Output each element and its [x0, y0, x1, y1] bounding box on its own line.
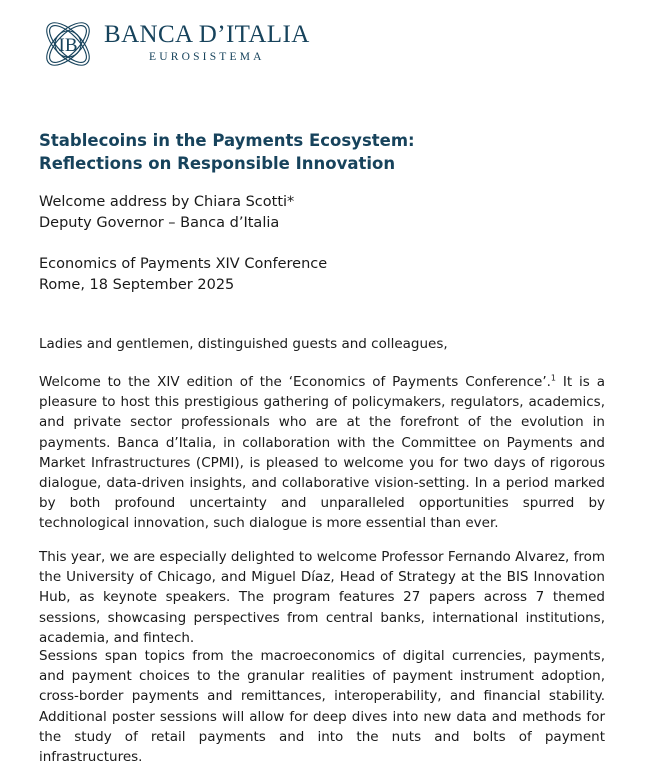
speaker-line: Welcome address by Chiara Scotti* [39, 194, 295, 210]
header-logo [38, 14, 310, 74]
title-line-1: Stablecoins in the Payments Ecosystem: [39, 131, 415, 150]
title-line-2: Reflections on Responsible Innovation [39, 154, 396, 173]
speaker-block [39, 192, 605, 234]
paragraph-1-start: Welcome to the XIV edition of the ‘Economics of Payments Conference’. [39, 374, 551, 390]
paragraph-1 [39, 372, 605, 534]
banca-italia-monogram-icon [38, 14, 98, 74]
institution-name: BANCA D’ITALIA [104, 21, 310, 48]
institution-subtitle: EUROSISTEMA [148, 51, 265, 63]
paragraph-1-rest: It is a pleasure to host this prestigious gathering of policymakers, regulators, academics, and private sector professionals who are at the forefront of the evolution in payments. Banca d’Italia, in collaboration with the Committee on Payments and Market Infrastructures (CPMI), is pleased to welcome you for two days of rigorous dialogue, data-driven insights, and collaborative vision-setting. In a period marked by both profound uncertainty and unparalleled opportunities spurred by technological innovation, such dialogue is more essential than ever. [39, 374, 605, 532]
event-date: Rome, 18 September 2025 [39, 277, 235, 293]
salutation: Ladies and gentlemen, distinguished guests and colleagues, [39, 336, 448, 352]
footnote-marker[interactable]: 1 [550, 373, 557, 383]
speaker-role: Deputy Governor – Banca d’Italia [39, 215, 280, 231]
svg-text:IB: IB [58, 35, 78, 56]
event-block [39, 254, 605, 296]
document-title [39, 129, 605, 175]
paragraph-3: Sessions span topics from the macroeconomics of digital currencies, payments, and payment choices to the granular realities of payment instrument adoption, cross-border payments and remittances, interoperability, and financial stability. Additional poster sessions will allow for deep dives into new data and methods for the study of retail payments and into the nuts and bolts of payment infrastructures. [39, 648, 605, 766]
event-name: Economics of Payments XIV Conference [39, 256, 328, 272]
paragraph-2: This year, we are especially delighted to welcome Professor Fernando Alvarez, from the University of Chicago, and Miguel Díaz, Head of Strategy at the BIS Innovation Hub, as keynote speakers. The program features 27 papers across 7 themed sessions, showcasing perspectives from central banks, international institutions, academia, and fintech. [39, 549, 605, 646]
